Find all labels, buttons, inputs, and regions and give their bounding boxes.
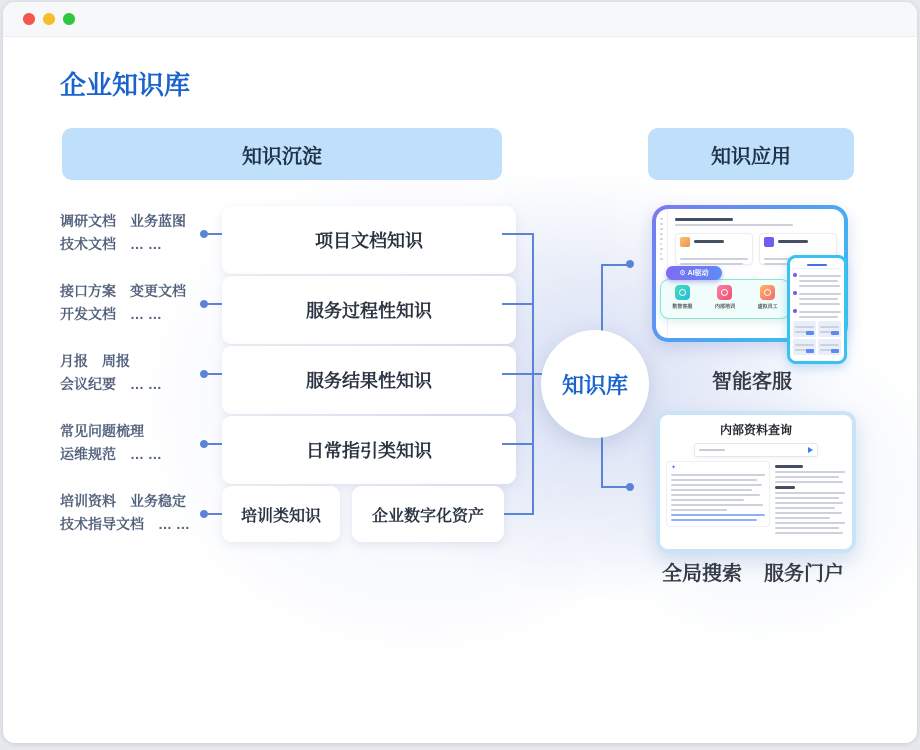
- app-item: [672, 285, 692, 310]
- suggestion-card: [818, 321, 841, 337]
- connector-line: [502, 233, 533, 235]
- source-group-4: [60, 420, 212, 466]
- maximize-button[interactable]: [63, 13, 75, 25]
- phone-title-bar: [807, 264, 827, 266]
- suggestion-card: [793, 339, 816, 355]
- mockup-title-bar: [675, 218, 733, 221]
- search-submit-icon: [808, 447, 813, 453]
- caption-smart-service: 智能客服: [712, 371, 792, 393]
- portal-body: [667, 462, 845, 534]
- connector-line: [504, 513, 533, 515]
- portal-screenshot: [656, 411, 856, 553]
- virtual-employee-app-icon: [760, 285, 775, 300]
- caption-service-portal: 服务门户: [764, 563, 844, 585]
- connector-line: [502, 303, 533, 305]
- knowledge-card-service-result: 服务结果性知识: [222, 346, 516, 414]
- source-line: 月报 周报: [60, 353, 130, 369]
- suggestion-grid: [793, 321, 841, 355]
- search-placeholder-bar: [699, 449, 725, 451]
- feature-icon: [680, 237, 690, 247]
- chat-row: [793, 290, 841, 305]
- source-line: 接口方案 变更文档: [60, 283, 186, 299]
- source-line: 技术指导文档 … …: [60, 516, 190, 532]
- window-titlebar: [3, 2, 917, 37]
- source-line: 开发文档 … …: [60, 306, 162, 322]
- suggestion-card: [793, 321, 816, 337]
- page-title: 企业知识库: [60, 70, 191, 100]
- chat-text-bars: [799, 272, 841, 287]
- knowledge-card-training: 培训类知识: [222, 486, 340, 542]
- app-label: 内部培训: [714, 304, 735, 310]
- portal-title: 内部资料查询: [719, 423, 792, 437]
- source-line: 培训资料 业务稳定: [60, 493, 186, 509]
- diagram-canvas: [3, 37, 917, 743]
- feature-icon: [764, 237, 774, 247]
- source-line: 运维规范 … …: [60, 446, 162, 462]
- knowledge-card-service-process: 服务过程性知识: [222, 276, 516, 344]
- bot-avatar: [793, 291, 797, 295]
- knowledge-hub-circle: 知识库: [541, 330, 649, 438]
- source-group-1: [60, 210, 212, 256]
- feature-desc-bars: [680, 258, 748, 265]
- knowledge-card-daily-guide: 日常指引类知识: [222, 416, 516, 484]
- phone-header: [793, 261, 841, 269]
- ai-badge-label: AI驱动: [687, 270, 709, 277]
- app-item: [758, 285, 778, 310]
- bot-avatar: [793, 273, 797, 277]
- reference-link-bars: [671, 514, 765, 521]
- chat-row: [793, 272, 841, 287]
- chat-text-bars: [799, 308, 841, 318]
- result-text-bars: [775, 492, 845, 519]
- source-line: 会议纪要 … …: [60, 376, 162, 392]
- close-button[interactable]: [23, 13, 35, 25]
- smart-service-app-icon: [675, 285, 690, 300]
- app-item: [715, 285, 735, 310]
- mockup-feature-card: [675, 233, 753, 265]
- source-group-2: [60, 280, 212, 326]
- feature-title-bar: [778, 237, 808, 243]
- chat-row: [793, 308, 841, 318]
- chat-phone-mockup: [787, 255, 847, 364]
- knowledge-card-project-docs: 项目文档知识: [222, 206, 516, 274]
- connector-dot: [626, 483, 634, 491]
- minimize-button[interactable]: [43, 13, 55, 25]
- connector-dot: [626, 260, 634, 268]
- connector-line: [502, 373, 533, 375]
- result-column: [775, 462, 845, 534]
- source-line: 技术文档 … …: [60, 236, 162, 252]
- app-label: 虚拟员工: [757, 304, 778, 310]
- answer-document: [667, 462, 769, 526]
- chat-text-bars: [799, 290, 841, 305]
- answer-text-bars: [671, 474, 765, 511]
- suggestion-card: [818, 339, 841, 355]
- result-text-bars: [775, 522, 845, 534]
- source-group-5: [60, 490, 212, 536]
- internal-training-app-icon: [717, 285, 732, 300]
- app-window: [3, 2, 917, 743]
- gear-icon: ⚙: [679, 270, 686, 277]
- search-input: [694, 443, 818, 457]
- result-heading-bar: [775, 465, 803, 468]
- ai-driven-badge: [666, 266, 722, 280]
- ai-spark-icon: ✦: [671, 465, 677, 471]
- source-line: 常见问题梳理: [60, 423, 144, 439]
- feature-title-bar: [694, 237, 724, 243]
- ai-apps-tray: [660, 279, 790, 319]
- connector-line: [502, 443, 533, 445]
- mockup-subtitle-bar: [675, 224, 793, 226]
- section-header-knowledge-deposition: 知识沉淀: [62, 128, 502, 180]
- knowledge-card-digital-assets: 企业数字化资产: [352, 486, 504, 542]
- bot-avatar: [793, 309, 797, 313]
- section-header-knowledge-application: 知识应用: [648, 128, 854, 180]
- source-line: 调研文档 业务蓝图: [60, 213, 186, 229]
- caption-global-search: 全局搜索: [662, 563, 742, 585]
- app-label: 数智客服: [672, 304, 693, 310]
- result-text-bars: [775, 471, 845, 483]
- result-heading-bar: [775, 486, 795, 489]
- caption-portal: [633, 557, 873, 586]
- source-group-3: [60, 350, 212, 396]
